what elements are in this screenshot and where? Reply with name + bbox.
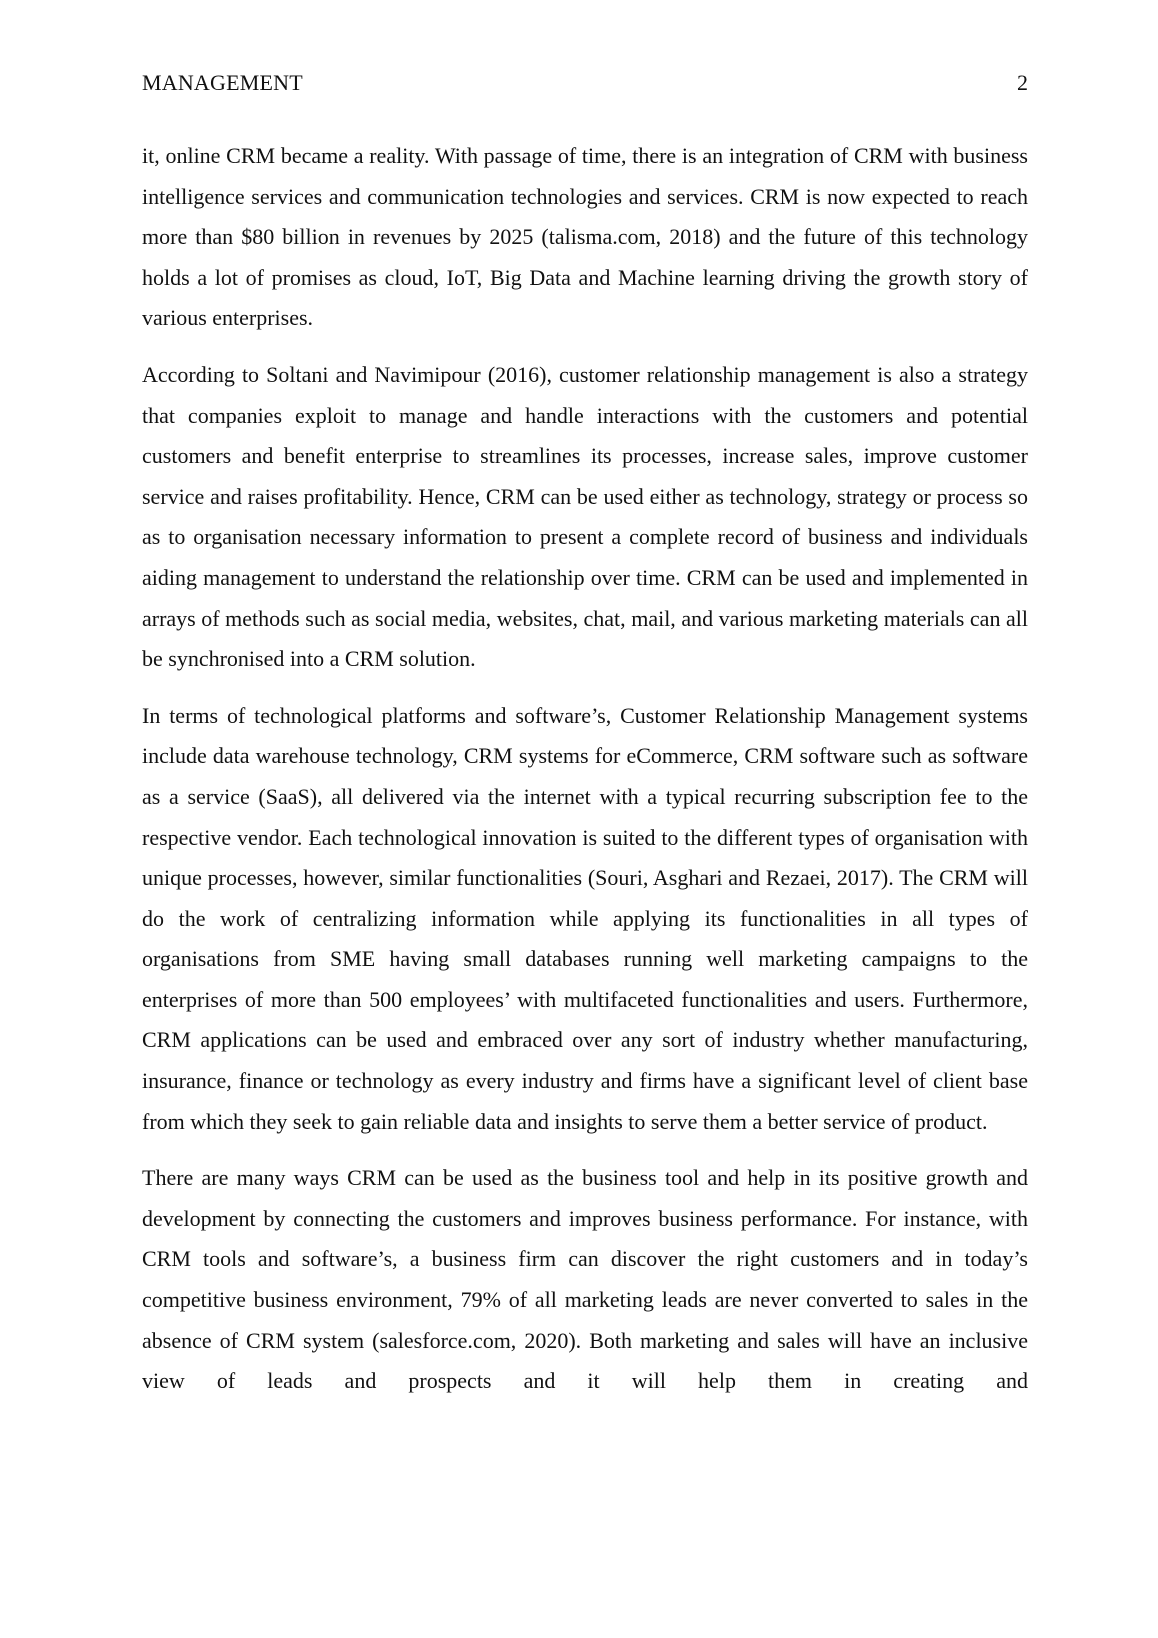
header-title: MANAGEMENT xyxy=(142,70,303,95)
document-body xyxy=(142,136,1028,1418)
paragraph-crm-strategy: According to Soltani and Navimipour (2016), customer relationship management is also a strategy that companies exploit to manage and handle interactions with the customers and potential customers and benefit enterprise to streamlines its processes, increase sales, improve customer service and raises profitability. Hence, CRM can be used either as technology, strategy or process so as to organisation necessary information to present a complete record of business and individuals aiding management to understand the relationship over time. CRM can be used and implemented in arrays of methods such as social media, websites, chat, mail, and various marketing materials can all be synchronised into a CRM solution. xyxy=(142,361,1028,672)
page-number: 2 xyxy=(1017,70,1028,95)
paragraph-crm-history: it, online CRM became a reality. With passage of time, there is an integration of CRM with business intelligence services and communication technologies and services. CRM is now expected to reach more than $80 billion in revenues by 2025 (talisma.com, 2018) and the future of this technology holds a lot of promises as cloud, IoT, Big Data and Machine learning driving the growth story of various enterprises. xyxy=(142,143,1028,331)
running-header xyxy=(142,68,1028,98)
paragraph-crm-business-tool: There are many ways CRM can be used as the business tool and help in its positive growth and development by connecting the customers and improves business performance. For instance, with CRM tools and software’s, a business firm can discover the right customers and in today’s competitive business environment, 79% of all marketing leads are never converted to sales in the absence of CRM system (salesforce.com, 2020). Both marketing and sales will have an inclusive view of leads and prospects and it will help them in creating and xyxy=(142,1165,1028,1394)
paragraph-crm-platforms: In terms of technological platforms and software’s, Customer Relationship Management systems include data warehouse technology, CRM systems for eCommerce, CRM software such as software as a service (SaaS), all delivered via the internet with a typical recurring subscription fee to the respective vendor. Each technological innovation is suited to the different types of organisation with unique processes, however, similar functionalities (Souri, Asghari and Rezaei, 2017). The CRM will do the work of centralizing information while applying its functionalities in all types of organisations from SME having small databases running well marketing campaigns to the enterprises of more than 500 employees’ with multifaceted functionalities and users. Furthermore, CRM applications can be used and embraced over any sort of industry whether manufacturing, insurance, finance or technology as every industry and firms have a significant level of client base from which they seek to gain reliable data and insights to serve them a better service of product. xyxy=(142,702,1028,1134)
